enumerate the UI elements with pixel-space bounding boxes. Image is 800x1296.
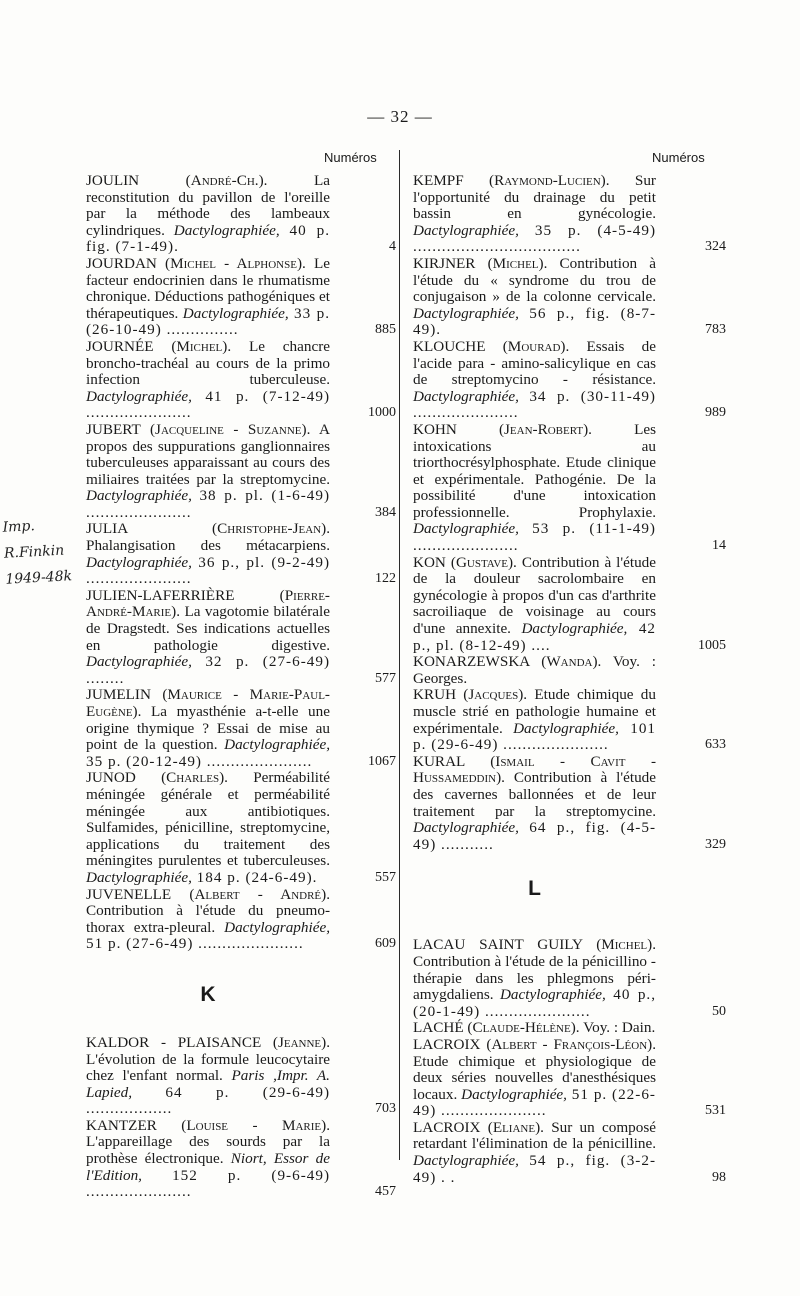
bibliography-entry [86, 337, 396, 422]
entry-number: 457 [375, 1184, 396, 1200]
entry-publisher: Dactylographiée, [521, 620, 628, 638]
bibliography-entry [86, 520, 396, 588]
handwritten-line: Imp. [2, 518, 36, 536]
entry-list-l [413, 936, 726, 1186]
entry-details: 101 p. (29-6-49) ...................... [413, 719, 656, 754]
entry-title: Le facteur endocrinien dans le rhumatisme chronique. Déductions pathogéniques et thérapeutiques. [86, 254, 330, 322]
author-name: KOHN (Jean-Robert). [413, 420, 592, 438]
entry-publisher: Dactylographiée, [86, 553, 192, 571]
author-name: JOURNÉE (Michel). [86, 337, 232, 355]
author-name: KALDOR - PLAISANCE (Jeanne). [86, 1033, 330, 1051]
entry-number: 885 [375, 322, 396, 338]
entry-publisher: Dactylographiée, [224, 918, 330, 936]
entry-title: Etude chimique du muscle strié en pathologie humaine et expérimentale. [413, 686, 656, 737]
handwritten-note [2, 511, 73, 592]
author-name: JOURDAN (Michel - Alphonse). [86, 254, 306, 272]
entry-number: 609 [375, 936, 396, 952]
bibliography-entry [86, 885, 396, 953]
entry-details: 42 p., pl. (8-12-49) .... [413, 620, 657, 654]
entry-details: 152 p. (9-6-49) ...................... [86, 1166, 330, 1201]
entry-title: L'évolution de la formule leucocytaire chez l'enfant normal. [86, 1050, 330, 1085]
author-name: JUMELIN (Maurice - Marie-Paul-Eugène). [86, 686, 330, 720]
entry-number: 1000 [368, 405, 396, 421]
bibliography-entry [413, 936, 726, 1020]
entry-number: 557 [375, 869, 396, 885]
entry-number: 14 [712, 538, 726, 554]
author-name: KLOUCHE (Mourad). [413, 337, 570, 355]
bibliography-entry [413, 1035, 726, 1120]
author-name: LACHÉ (Claude-Hélène). [413, 1019, 580, 1037]
author-name: KON (Gustave). [413, 553, 517, 571]
entry-number: 633 [705, 737, 726, 753]
entry-title: Contribution à l'étude des cavernes ballonnées et de leur traitement par la streptomycine. [413, 769, 656, 820]
author-name: LACROIX (Eliane). [413, 1118, 544, 1136]
author-name: JULIEN-LAFERRIÈRE (Pierre-André-Marie). [86, 586, 330, 621]
entry-publisher: Dactylographiée, [224, 736, 330, 754]
section-letter-l: L [528, 877, 541, 901]
entry-number: 703 [375, 1101, 396, 1117]
entry-details: 32 p. (27-6-49) ........ [86, 653, 330, 687]
bibliography-entry [413, 654, 718, 687]
entry-details: 35 p. (4-5-49) ................................... [413, 221, 656, 256]
entry-list-k-continued [413, 172, 726, 853]
entry-details: 53 p. (11-1-49) ...................... [413, 520, 656, 555]
entry-details: 56 p., fig. (8-7-49). [413, 304, 656, 339]
entry-publisher: Dactylographiée, [413, 387, 519, 405]
entry-publisher: Dactylographiée, [413, 1152, 519, 1170]
column-divider [399, 150, 400, 1160]
author-name: KURAL (Ismail - Cavit - Hussameddin). [413, 752, 656, 787]
section-letter-k: K [200, 982, 216, 1006]
bibliography-entry [413, 172, 726, 256]
author-name: KRUH (Jacques). [413, 686, 528, 704]
bibliography-entry [413, 337, 726, 422]
bibliography-entry [413, 752, 726, 854]
entry-title: Contribution à l'étude du « syndrome du trou de conjugaison » de la colonne cervicale. [413, 254, 656, 306]
entry-publisher: Dactylographiée, [413, 819, 519, 837]
bibliography-entry [86, 172, 396, 256]
entry-publisher: Dactylographiée, [413, 221, 519, 239]
handwritten-line: 1949-48k [4, 568, 73, 588]
entry-details: 54 p., fig. (3-2-49) . . [413, 1152, 656, 1186]
handwritten-line: R.Finkin [3, 542, 65, 562]
column-heading-left: Numéros [324, 150, 377, 165]
entry-publisher: Niort, Essor de l'Edition, [86, 1150, 330, 1184]
entry-publisher: Dactylographiée, [86, 487, 192, 505]
bibliography-entry [413, 1020, 718, 1037]
entry-details: 40 p. fig. (7-1-49). [86, 221, 330, 256]
left-column [86, 172, 396, 1201]
author-name: KANTZER (Louise - Marie). [86, 1116, 330, 1134]
bibliography-entry [413, 553, 726, 655]
entry-title: Les intoxications au triorthocrésylphosphate. Etude clinique et expérimentale. Pathogénie. De la possibilité d'une intoxication professionnelle. Prophylaxie. [413, 420, 656, 521]
entry-title: La vagotomie bilatérale de Dragstedt. Ses indications actuelles en pathologie digestive. [86, 603, 330, 654]
bibliography-entry [413, 254, 726, 339]
entry-publisher: Paris ,Impr. A. Lapied, [86, 1067, 330, 1101]
entry-title: La reconstitution du pavillon de l'oreille par la méthode des lambeaux cylindriques. [86, 172, 330, 239]
entry-number: 989 [705, 405, 726, 421]
entry-list-j [86, 172, 396, 953]
entry-number: 324 [705, 239, 726, 255]
author-name: JOULIN (André-Ch.). [86, 172, 268, 189]
entry-details: 51 p. (22-6-49) ...................... [413, 1085, 656, 1120]
entry-number: 1005 [698, 637, 726, 653]
entry-publisher: Dactylographiée, [86, 868, 192, 886]
bibliography-entry [86, 586, 396, 688]
entry-publisher: Dactylographiée, [86, 387, 192, 405]
bibliography-entry [86, 420, 396, 522]
entry-list-k [86, 1033, 396, 1201]
bibliography-entry [413, 686, 726, 754]
entry-title: A propos des suppurations ganglionnaires tuberculeuses apparaissant au cours des miliaires traitées par la streptomycine. [86, 420, 330, 488]
entry-title: Contribution à l'étude de la douleur sacrolombaire en gynécologie à propos d'un cas d'arthrite sacroiliaque de voisinage au cours d'une annexite. [413, 553, 657, 638]
bibliography-entry [86, 686, 396, 770]
right-column [413, 172, 726, 1186]
entry-publisher: Dactylographiée, [413, 520, 519, 538]
bibliography-entry [86, 254, 396, 339]
entry-details: 38 p. pl. (1-6-49) ...................... [86, 487, 330, 521]
entry-publisher: Dactylographiée, [461, 1085, 567, 1103]
entry-details: 64 p. (29-6-49) .................. [86, 1083, 330, 1118]
bibliography-entry [413, 420, 726, 555]
entry-details: 51 p. (27-6-49) ...................... [86, 935, 304, 953]
author-name: KIRJNER (Michel). [413, 254, 548, 272]
entry-number: 783 [705, 322, 726, 338]
entry-title: Essais de l'acide para - amino-salicylique en cas de streptomycino - résistance. [413, 337, 656, 389]
entry-title: Phalangisation des métacarpiens. [86, 537, 330, 555]
author-name: JUNOD (Charles). [86, 769, 228, 787]
entry-details: 34 p. (30-11-49) ...................... [413, 387, 656, 422]
author-name: KONARZEWSKA (Wanda). [413, 653, 602, 671]
column-heading-right: Numéros [652, 150, 705, 165]
author-name: LACROIX (Albert - François-Léon). [413, 1035, 656, 1053]
entry-publisher: Dactylographiée, [499, 986, 606, 1004]
entry-publisher: Dactylographiée, [413, 304, 519, 322]
entry-title: Voy. : Dain. [579, 1019, 656, 1037]
entry-publisher: Dactylographiée, [173, 221, 280, 239]
author-name: JULIA (Christophe-Jean). [86, 520, 330, 538]
entry-title: Le chancre broncho-trachéal au cours de la primo infection tuberculeuse. [86, 337, 330, 389]
entry-details: 36 p., pl. (9-2-49) ...................... [86, 553, 330, 588]
entry-number: 329 [705, 836, 726, 852]
entry-details: 184 p. (24-6-49). [191, 868, 318, 886]
entry-title: L'appareillage des sourds par la prothèse électronique. [86, 1133, 330, 1168]
bibliography-entry [86, 1116, 396, 1201]
entry-details: 35 p. (20-12-49) ...................... [86, 752, 313, 770]
entry-details: 33 p. (26-10-49) ............... [86, 304, 331, 339]
entry-number: 531 [705, 1103, 726, 1119]
entry-number: 384 [375, 504, 396, 520]
entry-title: Sur un composé retardant l'élimination de la pénicilline. [413, 1118, 656, 1153]
entry-title: Contribution à l'étude de la pénicillino - thérapie dans les phlegmons péri-amygdaliens. [413, 952, 656, 1004]
entry-publisher: Dactylographiée, [182, 304, 289, 322]
entry-number: 50 [712, 1003, 726, 1019]
entry-title: Sur l'opportunité du drainage du petit bassin en gynécologie. [413, 172, 656, 223]
entry-number: 4 [389, 239, 396, 255]
entry-title: Etude chimique et physiologique de deux séries nouvelles d'anesthésiques locaux. [413, 1052, 656, 1103]
author-name: KEMPF (Raymond-Lucien). [413, 172, 610, 189]
entry-publisher: Dactylographiée, [86, 653, 192, 671]
bibliography-entry [86, 769, 396, 886]
author-name: JUVENELLE (Albert - André). [86, 885, 330, 903]
entry-details: 41 p. (7-12-49) ...................... [86, 387, 330, 422]
page-number: — 32 — [367, 107, 433, 126]
entry-title: La myasthénie a-t-elle une origine thymique ? Essai de mise au point de la question. [86, 703, 330, 754]
entry-publisher: Dactylographiée, [513, 719, 619, 737]
author-name: LACAU SAINT GUILY (Michel). [413, 936, 656, 954]
entry-number: 577 [375, 670, 396, 686]
entry-title: Voy. : Georges. [413, 653, 656, 687]
entry-number: 98 [712, 1169, 726, 1185]
entry-title: Perméabilité méningée générale et perméabilité méningée aux antibiotiques. Sulfamides, pénicilline, streptomycine, applications du traitement des méningites purulentes et tuberculeuses. [86, 769, 330, 870]
entry-details: 64 p., fig. (4-5-49) ........... [413, 819, 656, 853]
entry-details: 40 p., (20-1-49) ...................... [413, 986, 657, 1020]
entry-number: 1067 [368, 753, 396, 769]
author-name: JUBERT (Jacqueline - Suzanne). [86, 420, 311, 438]
entry-number: 122 [375, 571, 396, 587]
entry-title: Contribution à l'étude du pneumo-thorax extra-pleural. [86, 902, 330, 936]
bibliography-entry [413, 1118, 726, 1186]
bibliography-entry [86, 1033, 396, 1118]
